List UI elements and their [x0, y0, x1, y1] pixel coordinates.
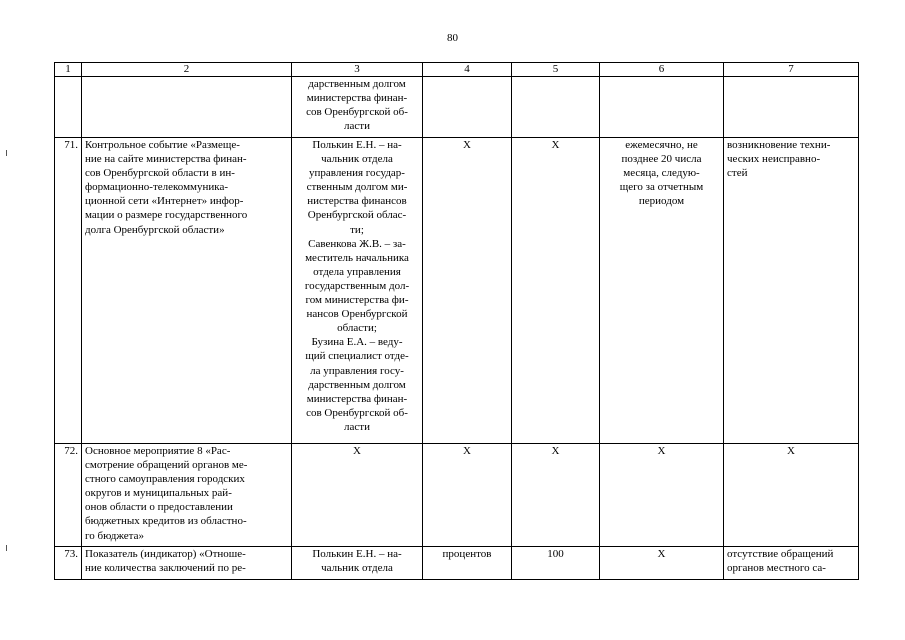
unit-cell: [423, 77, 512, 138]
risk-cell: [724, 77, 859, 138]
value-cell: Х: [512, 138, 600, 444]
risk-cell: отсутствие обращений органов местного са-: [724, 547, 859, 580]
event-description: Контрольное событие «Размеще- ние на сайте министерства финан- сов Оренбургской области в ин- формационно-телекоммуника- ционной сети «Интернет» инфор- мации о размере государственного долга Оренбургской области»: [82, 138, 292, 444]
unit-cell: процентов: [423, 547, 512, 580]
deadline-cell: [600, 77, 724, 138]
event-description: Показатель (индикатор) «Отноше- ние количества заключений по ре-: [82, 547, 292, 580]
responsible-person: Х: [292, 444, 423, 547]
risk-cell: возникновение техни- ческих неисправно- стей: [724, 138, 859, 444]
header-cell: 4: [423, 63, 512, 77]
plan-table: [54, 62, 859, 580]
value-cell: Х: [512, 444, 600, 547]
table-row: [55, 138, 859, 444]
margin-mark-top: [6, 150, 7, 156]
event-description: [82, 77, 292, 138]
responsible-person: дарственным долгом министерства финан- сов Оренбургской об- ласти: [292, 77, 423, 138]
unit-cell: Х: [423, 138, 512, 444]
table-row: [55, 547, 859, 580]
page-number: 80: [447, 32, 458, 44]
header-cell: 6: [600, 63, 724, 77]
deadline-cell: ежемесячно, не позднее 20 числа месяца, следую- щего за отчетным периодом: [600, 138, 724, 444]
header-cell: 3: [292, 63, 423, 77]
header-cell: 5: [512, 63, 600, 77]
table-row: [55, 77, 859, 138]
responsible-person: Полькин Е.Н. – на- чальник отдела управления государ- ственным долгом ми- нистерства финансов Оренбургской облас- ти; Савенкова Ж.В. – за- меститель начальника отдела управления государственным дол- гом министерства фи- нансов Оренбургской области; Бузина Е.А. – веду- щий специалист отде- ла управления госу- дарственным долгом министерства финан- сов Оренбургской об- ласти: [292, 138, 423, 444]
value-cell: [512, 77, 600, 138]
header-cell: 2: [82, 63, 292, 77]
row-number: [55, 77, 82, 138]
table-row: [55, 444, 859, 547]
risk-cell: Х: [724, 444, 859, 547]
row-number: 71.: [55, 138, 82, 444]
deadline-cell: Х: [600, 444, 724, 547]
header-row: [55, 63, 859, 77]
unit-cell: Х: [423, 444, 512, 547]
deadline-cell: Х: [600, 547, 724, 580]
value-cell: 100: [512, 547, 600, 580]
margin-mark-bottom: [6, 545, 7, 551]
header-cell: 7: [724, 63, 859, 77]
event-description: Основное мероприятие 8 «Рас- смотрение обращений органов ме- стного самоуправления городских округов и муниципальных рай- онов области о предоставлении бюджетных кредитов из областно- го бюджета»: [82, 444, 292, 547]
row-number: 72.: [55, 444, 82, 547]
row-number: 73.: [55, 547, 82, 580]
responsible-person: Полькин Е.Н. – на- чальник отдела: [292, 547, 423, 580]
header-cell: 1: [55, 63, 82, 77]
